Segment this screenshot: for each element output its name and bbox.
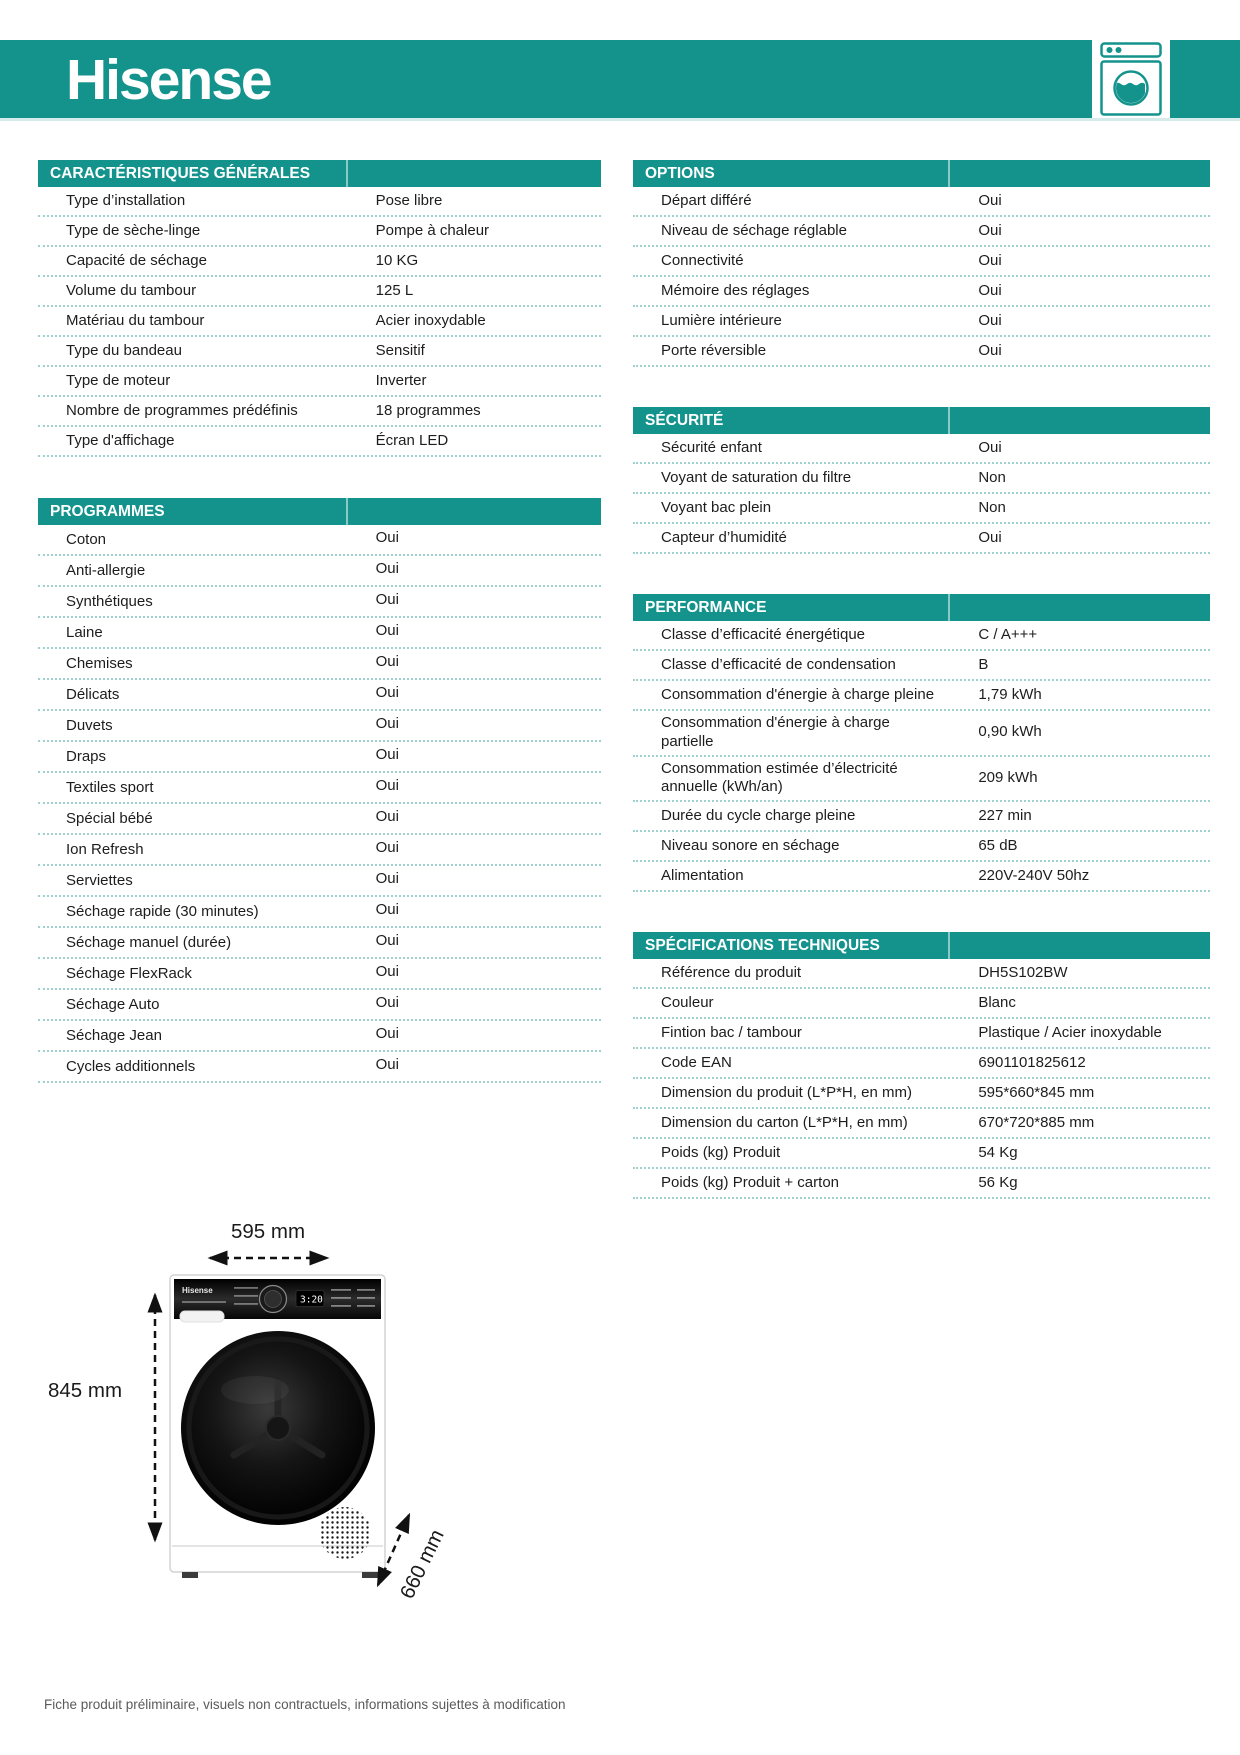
spec-row (38, 866, 601, 897)
spec-value: Pompe à chaleur (375, 221, 490, 239)
width-dimension-label: 595 mm (230, 1220, 306, 1243)
spec-label: Chemises (66, 655, 133, 673)
spec-row (38, 525, 601, 556)
section-title: PROGRAMMES (38, 498, 348, 525)
spec-row (633, 464, 1210, 494)
spec-value: Écran LED (375, 431, 449, 449)
spec-label: Type d’installation (66, 191, 186, 209)
section-header (38, 498, 601, 525)
spec-row (38, 680, 601, 711)
spec-row (633, 989, 1210, 1019)
spec-label: Cycles additionnels (66, 1058, 196, 1076)
section-header-spacer (348, 160, 601, 187)
spec-value: 10 KG (375, 251, 419, 269)
spec-value: 18 programmes (375, 401, 481, 419)
table-performance (633, 594, 1210, 892)
spec-row (633, 1169, 1210, 1199)
spec-value: Oui (375, 963, 399, 980)
spec-value: Plastique / Acier inoxydable (978, 1023, 1162, 1041)
right-column (633, 160, 1210, 1199)
spec-label: Lumière intérieure (661, 311, 782, 329)
spec-label: Séchage FlexRack (66, 965, 192, 983)
spec-label: Départ différé (661, 191, 752, 209)
dryer-foot-left (182, 1572, 198, 1578)
section-header (633, 594, 1210, 621)
spec-label: Séchage Auto (66, 996, 160, 1014)
spec-value: Oui (978, 251, 1002, 269)
spec-row (38, 427, 601, 457)
section-header-spacer (950, 407, 1210, 434)
spec-row (38, 711, 601, 742)
spec-value: 6901101825612 (978, 1053, 1086, 1071)
spec-label: Nombre de programmes prédéfinis (66, 401, 298, 419)
section-header (633, 407, 1210, 434)
dryer-vent-grille (319, 1507, 371, 1559)
spec-label: Séchage manuel (durée) (66, 934, 232, 952)
spec-value: Oui (978, 281, 1002, 299)
spec-value: Blanc (978, 993, 1016, 1011)
spec-label: Voyant de saturation du filtre (661, 468, 852, 486)
spec-value: 65 dB (978, 836, 1018, 854)
spec-label: Séchage rapide (30 minutes) (66, 903, 259, 921)
spec-row (633, 277, 1210, 307)
spec-row (633, 187, 1210, 217)
section-header-spacer (348, 498, 601, 525)
spec-label: Type d'affichage (66, 431, 175, 449)
spec-value: Oui (375, 839, 399, 856)
dryer-foot-right (362, 1572, 378, 1578)
spec-row (633, 1139, 1210, 1169)
spec-label: Code EAN (661, 1053, 732, 1071)
dryer-handle (180, 1311, 224, 1322)
spec-row (38, 247, 601, 277)
spec-label: Classe d’efficacité énergétique (661, 625, 866, 643)
spec-row (633, 1109, 1210, 1139)
spec-value: Acier inoxydable (375, 311, 486, 329)
spec-row (38, 587, 601, 618)
spec-label: Séchage Jean (66, 1027, 162, 1045)
spec-value: Oui (375, 994, 399, 1011)
spec-value: Oui (375, 684, 399, 701)
spec-label: Coton (66, 531, 107, 549)
spec-label: Porte réversible (661, 341, 767, 359)
spec-row (633, 1019, 1210, 1049)
spec-value: Oui (375, 746, 399, 763)
spec-value: 209 kWh (978, 768, 1038, 786)
spec-row (633, 434, 1210, 464)
spec-value: 0,90 kWh (978, 723, 1042, 741)
spec-label: Volume du tambour (66, 281, 197, 299)
spec-value: Oui (375, 1056, 399, 1073)
spec-label: Classe d’efficacité de condensation (661, 655, 896, 673)
spec-value: Oui (375, 808, 399, 825)
spec-value: 227 min (978, 806, 1032, 824)
spec-label: Draps (66, 748, 107, 766)
spec-row (38, 959, 601, 990)
spec-label: Laine (66, 624, 103, 642)
spec-label: Couleur (661, 993, 714, 1011)
spec-label: Dimension du carton (L*P*H, en mm) (661, 1113, 908, 1131)
spec-label: Type de moteur (66, 371, 171, 389)
spec-label: Capteur d’humidité (661, 528, 787, 546)
spec-label: Consommation d'énergie à charge pleine (661, 685, 935, 703)
spec-value: Oui (375, 901, 399, 918)
spec-label: Niveau sonore en séchage (661, 836, 840, 854)
spec-row (633, 862, 1210, 892)
spec-row (633, 681, 1210, 711)
spec-row (38, 217, 601, 247)
section-title: SÉCURITÉ (633, 407, 950, 434)
table-specifications-techniques (633, 932, 1210, 1199)
spec-value: 56 Kg (978, 1173, 1018, 1191)
spec-label: Consommation estimée d’électricité annuelle (kWh/an) (661, 759, 898, 796)
spec-row (38, 804, 601, 835)
spec-value: 595*660*845 mm (978, 1083, 1095, 1101)
spec-label: Poids (kg) Produit (661, 1143, 781, 1161)
spec-label: Serviettes (66, 872, 133, 890)
spec-label: Synthétiques (66, 593, 153, 611)
spec-row (38, 1052, 601, 1083)
spec-row (38, 649, 601, 680)
section-header (633, 160, 1210, 187)
table-options (633, 160, 1210, 367)
spec-label: Anti-allergie (66, 562, 146, 580)
spec-value: Oui (978, 341, 1002, 359)
section-title: OPTIONS (633, 160, 950, 187)
spec-value: Oui (978, 438, 1002, 456)
spec-row (633, 832, 1210, 862)
spec-label: Voyant bac plein (661, 498, 772, 516)
spec-value: Pose libre (375, 191, 443, 209)
spec-value: Sensitif (375, 341, 425, 359)
spec-label: Dimension du produit (L*P*H, en mm) (661, 1083, 912, 1101)
spec-row (633, 337, 1210, 367)
spec-value: Oui (375, 777, 399, 794)
spec-row (38, 556, 601, 587)
spec-value: C / A+++ (978, 625, 1038, 643)
spec-label: Type du bandeau (66, 341, 182, 359)
spec-row (38, 367, 601, 397)
section-title: SPÉCIFICATIONS TECHNIQUES (633, 932, 950, 959)
spec-value: Oui (375, 870, 399, 887)
spec-value: Oui (375, 653, 399, 670)
spec-row (633, 307, 1210, 337)
spec-row (633, 494, 1210, 524)
spec-value: B (978, 655, 989, 673)
washer-icon-box (1092, 40, 1170, 118)
washing-machine-icon (1100, 42, 1162, 116)
section-header (633, 932, 1210, 959)
section-header-spacer (950, 594, 1210, 621)
spec-row (633, 711, 1210, 757)
dryer-illustration (170, 1275, 385, 1578)
table-securite (633, 407, 1210, 554)
spec-row (633, 651, 1210, 681)
spec-row (633, 524, 1210, 554)
spec-row (38, 277, 601, 307)
spec-row (633, 1049, 1210, 1079)
section-title: CARACTÉRISTIQUES GÉNÉRALES (38, 160, 348, 187)
spec-row (38, 928, 601, 959)
spec-row (38, 990, 601, 1021)
spec-label: Textiles sport (66, 779, 154, 797)
spec-value: Oui (375, 529, 399, 546)
spec-row (38, 1021, 601, 1052)
spec-value: Oui (375, 932, 399, 949)
spec-row (38, 187, 601, 217)
spec-label: Durée du cycle charge pleine (661, 806, 856, 824)
spec-value: Oui (375, 591, 399, 608)
left-column (38, 160, 601, 1083)
spec-row (38, 897, 601, 928)
spec-label: Type de sèche-linge (66, 221, 201, 239)
spec-value: 670*720*885 mm (978, 1113, 1095, 1131)
dryer-panel-brand: Hisense (182, 1286, 213, 1295)
spec-row (633, 802, 1210, 832)
section-header-spacer (950, 160, 1210, 187)
spec-label: Niveau de séchage réglable (661, 221, 847, 239)
spec-value: Oui (375, 1025, 399, 1042)
spec-value: Oui (978, 311, 1002, 329)
footer-disclaimer: Fiche produit préliminaire, visuels non contractuels, informations sujettes à modification (44, 1697, 566, 1712)
spec-row (38, 337, 601, 367)
product-figure (30, 1205, 530, 1645)
spec-label: Sécurité enfant (661, 438, 762, 456)
spec-label: Poids (kg) Produit + carton (661, 1173, 840, 1191)
spec-value: 1,79 kWh (978, 685, 1042, 703)
spec-value: 54 Kg (978, 1143, 1018, 1161)
spec-row (633, 1079, 1210, 1109)
depth-dimension-label: 660 mm (395, 1525, 449, 1603)
spec-value: Inverter (375, 371, 427, 389)
spec-label: Matériau du tambour (66, 311, 205, 329)
spec-value: Oui (375, 560, 399, 577)
spec-label: Référence du produit (661, 963, 802, 981)
spec-value: Oui (978, 221, 1002, 239)
spec-row (38, 618, 601, 649)
spec-row (633, 621, 1210, 651)
spec-label: Duvets (66, 717, 113, 735)
spec-label: Ion Refresh (66, 841, 144, 859)
spec-value: Oui (375, 622, 399, 639)
spec-label: Connectivité (661, 251, 744, 269)
spec-value: Non (978, 498, 1006, 516)
spec-value: Oui (978, 191, 1002, 209)
section-title: PERFORMANCE (633, 594, 950, 621)
spec-label: Spécial bébé (66, 810, 153, 828)
dryer-led-display: 3:20 (300, 1294, 323, 1306)
spec-value: 125 L (375, 281, 414, 299)
spec-row (633, 959, 1210, 989)
table-caracteristiques-generales (38, 160, 601, 457)
spec-value: Oui (375, 715, 399, 732)
spec-row (38, 742, 601, 773)
spec-label: Consommation d'énergie à charge partielle (661, 714, 890, 750)
table-programmes (38, 498, 601, 1083)
spec-row (38, 773, 601, 804)
spec-value: 220V-240V 50hz (978, 866, 1090, 884)
spec-value: Non (978, 468, 1006, 486)
spec-value: DH5S102BW (978, 963, 1068, 981)
spec-row (633, 247, 1210, 277)
spec-row (633, 217, 1210, 247)
brand-logo: Hisense (66, 48, 271, 112)
spec-row (633, 757, 1210, 803)
spec-label: Mémoire des réglages (661, 281, 810, 299)
spec-label: Capacité de séchage (66, 251, 207, 269)
spec-row (38, 397, 601, 427)
spec-label: Alimentation (661, 866, 744, 884)
spec-label: Délicats (66, 686, 120, 704)
spec-row (38, 307, 601, 337)
spec-row (38, 835, 601, 866)
spec-value: Oui (978, 528, 1002, 546)
spec-label: Fintion bac / tambour (661, 1023, 802, 1041)
section-header (38, 160, 601, 187)
height-dimension-label: 845 mm (47, 1379, 123, 1402)
section-header-spacer (950, 932, 1210, 959)
